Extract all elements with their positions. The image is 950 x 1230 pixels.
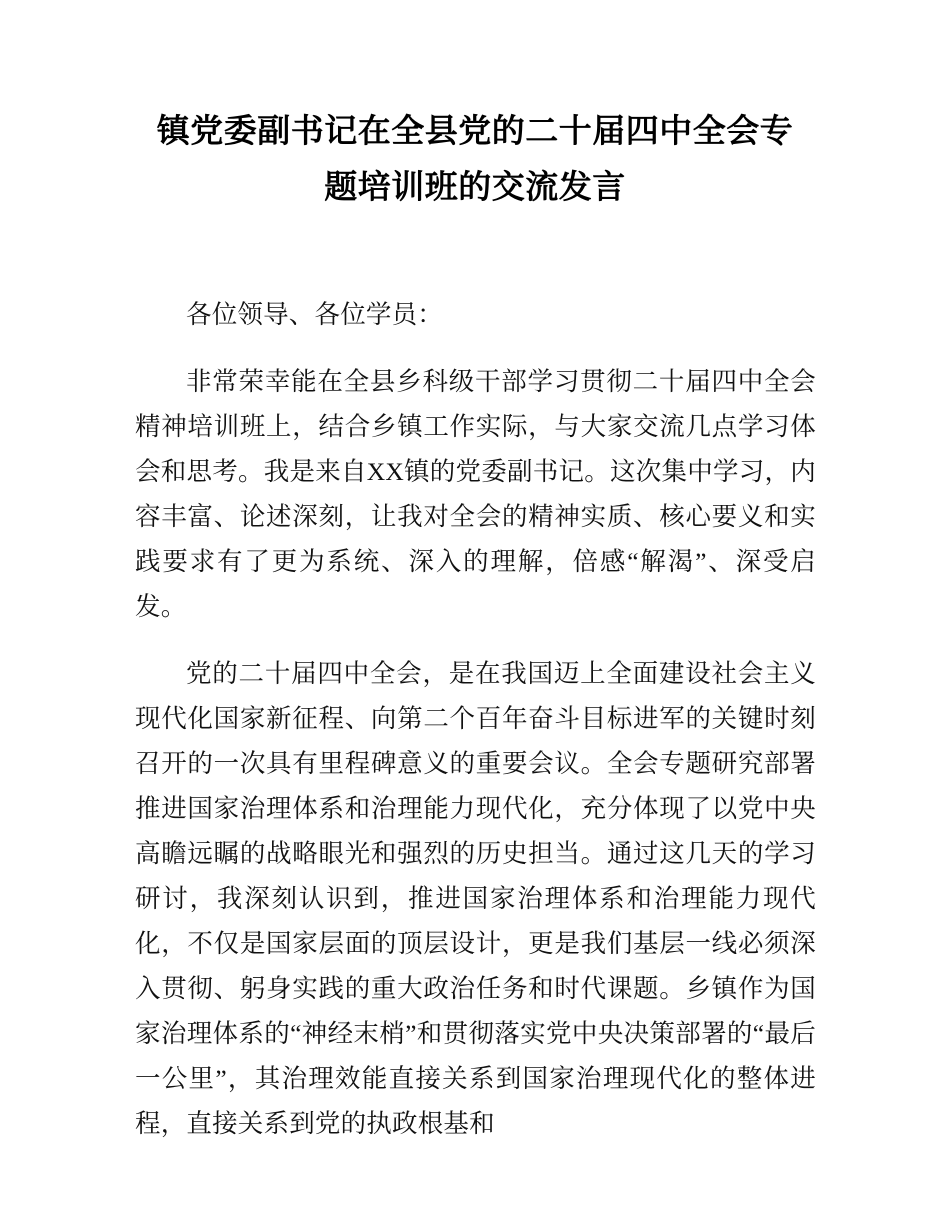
- title-line-1: 镇党委副书记在全县党的二十届四中全会专: [156, 112, 794, 149]
- document-body: [135, 292, 816, 1146]
- body-paragraph-1: 非常荣幸能在全县乡科级干部学习贯彻二十届四中全会精神培训班上，结合乡镇工作实际，与大家交流几点学习体会和思考。我是来自XX镇的党委副书记。这次集中学习，内容丰富、论述深刻，让我对全会的精神实质、核心要义和实践要求有了更为系统、深入的理解，倍感“解渴”、深受启发。: [135, 367, 816, 621]
- salutation-paragraph: 各位领导、各位学员：: [186, 300, 444, 329]
- page-title: [118, 103, 832, 215]
- body-paragraph-2: 党的二十届四中全会，是在我国迈上全面建设社会主义现代化国家新征程、向第二个百年奋斗目标进军的关键时刻召开的一次具有里程碑意义的重要会议。全会专题研究部署推进国家治理体系和治理能力现代化，充分体现了以党中央高瞻远瞩的战略眼光和强烈的历史担当。通过这几天的学习研讨，我深刻认识到，推进国家治理体系和治理能力现代化，不仅是国家层面的顶层设计，更是我们基层一线必须深入贯彻、躬身实践的重大政治任务和时代课题。乡镇作为国家治理体系的“神经末梢”和贯彻落实党中央决策部署的“最后一公里”，其治理效能直接关系到国家治理现代化的整体进程，直接关系到党的执政根基和: [135, 659, 816, 1138]
- title-line-2: 题培训班的交流发言: [324, 168, 626, 205]
